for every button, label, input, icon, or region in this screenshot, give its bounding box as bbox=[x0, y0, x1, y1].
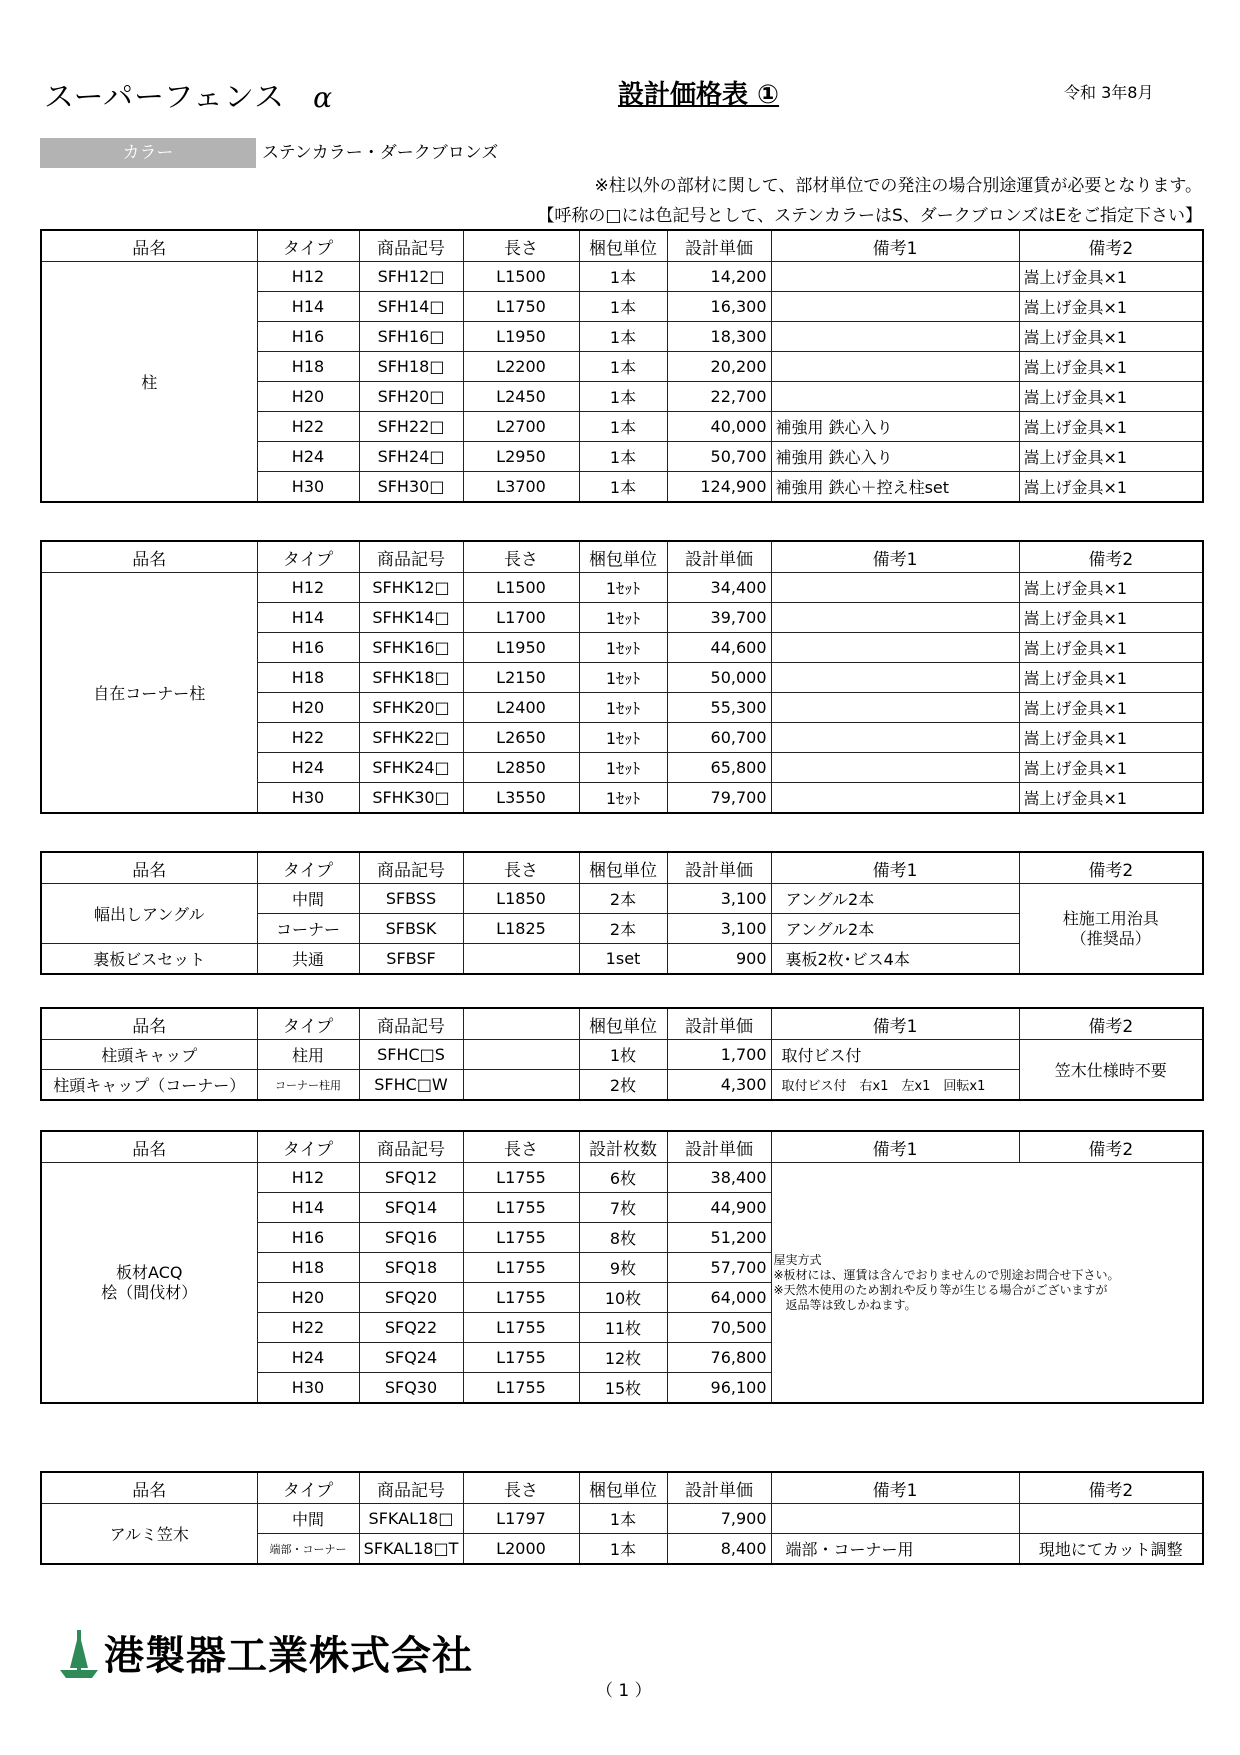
col-remark2: 備考2 bbox=[1019, 541, 1203, 573]
cell-code: SFHC□S bbox=[359, 1040, 463, 1070]
cell-price: 14,200 bbox=[667, 262, 771, 292]
col-price: 設計単価 bbox=[667, 852, 771, 884]
cell-remark1 bbox=[771, 352, 1019, 382]
col-price: 設計単価 bbox=[667, 230, 771, 262]
cell-remark1 bbox=[771, 723, 1019, 753]
col-remark2: 備考2 bbox=[1019, 1008, 1203, 1040]
cell-pack: 1枚 bbox=[579, 1040, 667, 1070]
coping-price-table bbox=[40, 1471, 1204, 1565]
cell-length: L1500 bbox=[463, 262, 579, 292]
cell-remark2 bbox=[1019, 1504, 1203, 1534]
cell-type: H14 bbox=[257, 292, 359, 322]
cell-pack: 1ｾｯﾄ bbox=[579, 663, 667, 693]
item-name: 柱 bbox=[41, 262, 257, 503]
cell-length: L1755 bbox=[463, 1313, 579, 1343]
cell-remark1: 補強用 鉄心＋控え柱set bbox=[771, 472, 1019, 503]
cell-price: 20,200 bbox=[667, 352, 771, 382]
cell-remark2: 嵩上げ金具×1 bbox=[1019, 262, 1203, 292]
cell-code: SFQ30 bbox=[359, 1373, 463, 1404]
col-pack: 梱包単位 bbox=[579, 1472, 667, 1504]
cell-remark1: アングル2本 bbox=[771, 884, 1019, 914]
cell-type: H16 bbox=[257, 633, 359, 663]
cell-pack: 1本 bbox=[579, 1504, 667, 1534]
cell-code: SFH18□ bbox=[359, 352, 463, 382]
item-name: 自在コーナー柱 bbox=[41, 573, 257, 814]
col-length: 長さ bbox=[463, 852, 579, 884]
cell-remark2: 嵩上げ金具×1 bbox=[1019, 292, 1203, 322]
cell-remark1 bbox=[771, 753, 1019, 783]
cell-price: 34,400 bbox=[667, 573, 771, 603]
cell-price: 57,700 bbox=[667, 1253, 771, 1283]
product-suffix: α bbox=[313, 81, 334, 114]
table-header-row bbox=[41, 1472, 1203, 1504]
document-date: 令和 3年8月 bbox=[1064, 83, 1154, 102]
cell-pack: 1ｾｯﾄ bbox=[579, 693, 667, 723]
remark-line4: 返品等は致しかねます。 bbox=[773, 1297, 917, 1312]
cell-remark2: 嵩上げ金具×1 bbox=[1019, 412, 1203, 442]
cell-code: SFH22□ bbox=[359, 412, 463, 442]
cell-length: L1500 bbox=[463, 573, 579, 603]
cell-type: H20 bbox=[257, 382, 359, 412]
company-logo-icon bbox=[58, 1630, 100, 1680]
cell-code: SFHK24□ bbox=[359, 753, 463, 783]
cell-type: H24 bbox=[257, 1343, 359, 1373]
cell-remark1 bbox=[771, 783, 1019, 814]
cell-code: SFQ24 bbox=[359, 1343, 463, 1373]
cell-price: 51,200 bbox=[667, 1223, 771, 1253]
col-remark1: 備考1 bbox=[771, 1472, 1019, 1504]
cell-type: 端部・コーナー bbox=[257, 1534, 359, 1565]
cell-price: 64,000 bbox=[667, 1283, 771, 1313]
table-row bbox=[41, 1504, 1203, 1534]
cell-price: 50,000 bbox=[667, 663, 771, 693]
cell-code: SFKAL18□ bbox=[359, 1504, 463, 1534]
cell-length: L1755 bbox=[463, 1373, 579, 1404]
cell-pack: 1ｾｯﾄ bbox=[579, 783, 667, 814]
cell-remark2: 現地にてカット調整 bbox=[1019, 1534, 1203, 1565]
cell-price: 39,700 bbox=[667, 603, 771, 633]
cell-pack: 1set bbox=[579, 944, 667, 975]
col-remark1: 備考1 bbox=[771, 1131, 1019, 1163]
shipping-note: ※柱以外の部材に関して、部材単位での発注の場合別途運賃が必要となります。 bbox=[594, 176, 1202, 196]
cell-code: SFQ14 bbox=[359, 1193, 463, 1223]
company-name: 港製器工業株式会社 bbox=[104, 1633, 473, 1679]
cell-code: SFQ20 bbox=[359, 1283, 463, 1313]
color-code-note: 【呼称の□には色記号として、ステンカラーはS、ダークブロンズはEをご指定下さい】 bbox=[537, 206, 1202, 226]
cell-remark1 bbox=[771, 633, 1019, 663]
cell-type: H22 bbox=[257, 1313, 359, 1343]
cell-type: H12 bbox=[257, 573, 359, 603]
cell-length: L1755 bbox=[463, 1223, 579, 1253]
cell-price: 96,100 bbox=[667, 1373, 771, 1404]
cell-length: L2950 bbox=[463, 442, 579, 472]
page-number: （ 1 ） bbox=[596, 1681, 652, 1701]
cell-pieces: 9枚 bbox=[579, 1253, 667, 1283]
item-name-line2: 桧（間伐材） bbox=[101, 1282, 198, 1302]
color-label: カラー bbox=[40, 138, 256, 168]
col-remark1: 備考1 bbox=[771, 541, 1019, 573]
cell-type: 中間 bbox=[257, 1504, 359, 1534]
cell-price: 50,700 bbox=[667, 442, 771, 472]
cell-price: 8,400 bbox=[667, 1534, 771, 1565]
col-remark2: 備考2 bbox=[1019, 230, 1203, 262]
col-code: 商品記号 bbox=[359, 1472, 463, 1504]
remark-line3: ※天然木使用のため割れや反り等が生じる場合がございますが bbox=[773, 1282, 1108, 1297]
cell-pieces: 11枚 bbox=[579, 1313, 667, 1343]
cell-remark1 bbox=[771, 603, 1019, 633]
cell-remark1 bbox=[771, 382, 1019, 412]
col-code: 商品記号 bbox=[359, 1008, 463, 1040]
cell-code: SFKAL18□T bbox=[359, 1534, 463, 1565]
cell-remark1 bbox=[771, 1504, 1019, 1534]
cell-length: L1850 bbox=[463, 884, 579, 914]
cell-code: SFBSF bbox=[359, 944, 463, 975]
col-type: タイプ bbox=[257, 1131, 359, 1163]
cell-pack: 2本 bbox=[579, 884, 667, 914]
cell-remark1 bbox=[771, 292, 1019, 322]
col-pack: 梱包単位 bbox=[579, 230, 667, 262]
col-code: 商品記号 bbox=[359, 541, 463, 573]
cell-pack: 1本 bbox=[579, 472, 667, 503]
cell-remark1: アングル2本 bbox=[771, 914, 1019, 944]
cell-pack: 1本 bbox=[579, 442, 667, 472]
cell-pack: 1本 bbox=[579, 352, 667, 382]
cell-pack: 1本 bbox=[579, 322, 667, 352]
cell-length: L2850 bbox=[463, 753, 579, 783]
col-pack: 梱包単位 bbox=[579, 541, 667, 573]
cell-type: 柱用 bbox=[257, 1040, 359, 1070]
cell-price: 3,100 bbox=[667, 884, 771, 914]
cell-remark2: 嵩上げ金具×1 bbox=[1019, 472, 1203, 503]
cell-code: SFQ18 bbox=[359, 1253, 463, 1283]
cell-type: H14 bbox=[257, 603, 359, 633]
cell-price: 22,700 bbox=[667, 382, 771, 412]
cell-remark1: 取付ビス付 右x1 左x1 回転x1 bbox=[771, 1070, 1019, 1101]
cell-length: L1700 bbox=[463, 603, 579, 633]
item-name: 幅出しアングル bbox=[41, 884, 257, 944]
cell-price: 7,900 bbox=[667, 1504, 771, 1534]
cell-code: SFH14□ bbox=[359, 292, 463, 322]
col-remark1: 備考1 bbox=[771, 230, 1019, 262]
cell-pack: 1本 bbox=[579, 382, 667, 412]
cell-remark2: 嵩上げ金具×1 bbox=[1019, 352, 1203, 382]
cell-remark1 bbox=[771, 262, 1019, 292]
cell-length: L2650 bbox=[463, 723, 579, 753]
cell-type: H12 bbox=[257, 1163, 359, 1193]
cell-remark2: 笠木仕様時不要 bbox=[1019, 1040, 1203, 1101]
col-remark2: 備考2 bbox=[1019, 1131, 1203, 1163]
cell-remark1: 取付ビス付 bbox=[771, 1040, 1019, 1070]
col-pieces: 設計枚数 bbox=[579, 1131, 667, 1163]
cell-remark2: 嵩上げ金具×1 bbox=[1019, 442, 1203, 472]
item-name: 柱頭キャップ bbox=[41, 1040, 257, 1070]
col-price: 設計単価 bbox=[667, 1131, 771, 1163]
cell-remark1: 補強用 鉄心入り bbox=[771, 442, 1019, 472]
cell-remark1: 裏板2枚･ビス4本 bbox=[771, 944, 1019, 975]
col-name: 品名 bbox=[41, 852, 257, 884]
corner-pillar-price-table bbox=[40, 540, 1204, 814]
item-name-line1: 板材ACQ bbox=[116, 1262, 183, 1282]
cell-type: H14 bbox=[257, 1193, 359, 1223]
col-length: 長さ bbox=[463, 230, 579, 262]
col-length: 長さ bbox=[463, 1472, 579, 1504]
cell-price: 79,700 bbox=[667, 783, 771, 814]
cell-type: H30 bbox=[257, 1373, 359, 1404]
cell-type: H22 bbox=[257, 723, 359, 753]
cell-price: 18,300 bbox=[667, 322, 771, 352]
col-price: 設計単価 bbox=[667, 541, 771, 573]
cell-length: L1755 bbox=[463, 1163, 579, 1193]
cell-code: SFH30□ bbox=[359, 472, 463, 503]
cell-remark1 bbox=[771, 573, 1019, 603]
col-type: タイプ bbox=[257, 852, 359, 884]
cell-type: コーナー柱用 bbox=[257, 1070, 359, 1101]
col-length-empty bbox=[463, 1008, 579, 1040]
cell-type: H12 bbox=[257, 262, 359, 292]
cell-length: L1950 bbox=[463, 633, 579, 663]
color-value: ステンカラー・ダークブロンズ bbox=[262, 143, 499, 163]
cell-code: SFBSS bbox=[359, 884, 463, 914]
table-row bbox=[41, 573, 1203, 603]
cell-length: L2400 bbox=[463, 693, 579, 723]
cell-price: 900 bbox=[667, 944, 771, 975]
col-remark1: 備考1 bbox=[771, 852, 1019, 884]
cell-remark2: 嵩上げ金具×1 bbox=[1019, 633, 1203, 663]
cell-length: L1755 bbox=[463, 1343, 579, 1373]
col-length: 長さ bbox=[463, 541, 579, 573]
cell-length: L3550 bbox=[463, 783, 579, 814]
cell-type: H18 bbox=[257, 663, 359, 693]
cell-remark2 bbox=[1019, 884, 1203, 975]
cell-length bbox=[463, 1040, 579, 1070]
cell-pack: 1ｾｯﾄ bbox=[579, 723, 667, 753]
cell-code: SFQ22 bbox=[359, 1313, 463, 1343]
cell-pieces: 15枚 bbox=[579, 1373, 667, 1404]
table-header-row bbox=[41, 541, 1203, 573]
cell-pack: 1本 bbox=[579, 262, 667, 292]
cell-length bbox=[463, 944, 579, 975]
cell-pack: 1ｾｯﾄ bbox=[579, 633, 667, 663]
col-remark2: 備考2 bbox=[1019, 852, 1203, 884]
cell-code: SFHK30□ bbox=[359, 783, 463, 814]
col-name: 品名 bbox=[41, 1008, 257, 1040]
cell-remark2: 嵩上げ金具×1 bbox=[1019, 753, 1203, 783]
cell-remark1: 補強用 鉄心入り bbox=[771, 412, 1019, 442]
cell-price: 3,100 bbox=[667, 914, 771, 944]
cell-length: L1797 bbox=[463, 1504, 579, 1534]
cell-price: 60,700 bbox=[667, 723, 771, 753]
cell-length: L2450 bbox=[463, 382, 579, 412]
cell-price: 44,600 bbox=[667, 633, 771, 663]
product-title bbox=[44, 72, 333, 116]
cell-price: 124,900 bbox=[667, 472, 771, 503]
cell-type: 共通 bbox=[257, 944, 359, 975]
cell-type: コーナー bbox=[257, 914, 359, 944]
cell-price: 40,000 bbox=[667, 412, 771, 442]
cell-remark2: 嵩上げ金具×1 bbox=[1019, 382, 1203, 412]
cell-pack: 2枚 bbox=[579, 1070, 667, 1101]
cell-type: H30 bbox=[257, 783, 359, 814]
cell-type: H20 bbox=[257, 693, 359, 723]
cell-length: L2200 bbox=[463, 352, 579, 382]
cell-pack: 1本 bbox=[579, 412, 667, 442]
col-pack: 梱包単位 bbox=[579, 852, 667, 884]
cell-length bbox=[463, 1070, 579, 1101]
table-row bbox=[41, 1163, 1203, 1193]
cell-remark1 bbox=[771, 663, 1019, 693]
cell-pack: 1ｾｯﾄ bbox=[579, 603, 667, 633]
cell-code: SFQ12 bbox=[359, 1163, 463, 1193]
cell-price: 38,400 bbox=[667, 1163, 771, 1193]
cell-type: H18 bbox=[257, 352, 359, 382]
cell-type: H20 bbox=[257, 1283, 359, 1313]
cell-remark2: 嵩上げ金具×1 bbox=[1019, 783, 1203, 814]
cell-remark2: 嵩上げ金具×1 bbox=[1019, 603, 1203, 633]
cell-length: L1755 bbox=[463, 1283, 579, 1313]
table-header-row bbox=[41, 1131, 1203, 1163]
table-header-row bbox=[41, 852, 1203, 884]
cell-code: SFH20□ bbox=[359, 382, 463, 412]
cell-length: L2700 bbox=[463, 412, 579, 442]
cell-price: 1,700 bbox=[667, 1040, 771, 1070]
col-name: 品名 bbox=[41, 541, 257, 573]
product-name: スーパーフェンス bbox=[44, 80, 286, 115]
cell-length: L1750 bbox=[463, 292, 579, 322]
cell-code: SFHK20□ bbox=[359, 693, 463, 723]
remark-line2: ※板材には、運賃は含んでおりませんので別途お問合せ下さい。 bbox=[773, 1267, 1120, 1282]
cell-length: L1825 bbox=[463, 914, 579, 944]
cell-code: SFH16□ bbox=[359, 322, 463, 352]
cell-price: 55,300 bbox=[667, 693, 771, 723]
col-pack: 梱包単位 bbox=[579, 1008, 667, 1040]
table-row bbox=[41, 262, 1203, 292]
cell-remark1 bbox=[771, 693, 1019, 723]
cell-code: SFHK18□ bbox=[359, 663, 463, 693]
cell-type: 中間 bbox=[257, 884, 359, 914]
cell-pieces: 12枚 bbox=[579, 1343, 667, 1373]
cell-type: H30 bbox=[257, 472, 359, 503]
col-code: 商品記号 bbox=[359, 1131, 463, 1163]
col-name: 品名 bbox=[41, 1131, 257, 1163]
cell-code: SFHK12□ bbox=[359, 573, 463, 603]
table-row bbox=[41, 1040, 1203, 1070]
pillar-price-table bbox=[40, 229, 1204, 503]
cell-code: SFH24□ bbox=[359, 442, 463, 472]
col-type: タイプ bbox=[257, 230, 359, 262]
item-name: 裏板ビスセット bbox=[41, 944, 257, 975]
col-price: 設計単価 bbox=[667, 1472, 771, 1504]
table-header-row bbox=[41, 1008, 1203, 1040]
cell-remark1 bbox=[771, 322, 1019, 352]
col-name: 品名 bbox=[41, 1472, 257, 1504]
remark2-line2: （推奨品） bbox=[1070, 928, 1151, 948]
cell-code: SFHK16□ bbox=[359, 633, 463, 663]
cell-type: H24 bbox=[257, 753, 359, 783]
cell-code: SFQ16 bbox=[359, 1223, 463, 1253]
col-code: 商品記号 bbox=[359, 852, 463, 884]
cell-price: 4,300 bbox=[667, 1070, 771, 1101]
cell-price: 65,800 bbox=[667, 753, 771, 783]
col-type: タイプ bbox=[257, 1008, 359, 1040]
cell-remark2: 嵩上げ金具×1 bbox=[1019, 663, 1203, 693]
cell-code: SFH12□ bbox=[359, 262, 463, 292]
cell-code: SFBSK bbox=[359, 914, 463, 944]
cell-price: 70,500 bbox=[667, 1313, 771, 1343]
remark-line1: 屋実方式 bbox=[773, 1252, 822, 1267]
cell-type: H18 bbox=[257, 1253, 359, 1283]
cell-pieces: 8枚 bbox=[579, 1223, 667, 1253]
cell-pack: 2本 bbox=[579, 914, 667, 944]
item-name: 柱頭キャップ（コーナー） bbox=[41, 1070, 257, 1101]
cell-pieces: 10枚 bbox=[579, 1283, 667, 1313]
col-price: 設計単価 bbox=[667, 1008, 771, 1040]
cell-type: H24 bbox=[257, 442, 359, 472]
cell-pack: 1本 bbox=[579, 292, 667, 322]
cell-type: H22 bbox=[257, 412, 359, 442]
item-name: アルミ笠木 bbox=[41, 1504, 257, 1565]
table-row bbox=[41, 884, 1203, 914]
cell-pieces: 7枚 bbox=[579, 1193, 667, 1223]
board-price-table bbox=[40, 1130, 1204, 1404]
cell-length: L3700 bbox=[463, 472, 579, 503]
cell-length: L1950 bbox=[463, 322, 579, 352]
col-type: タイプ bbox=[257, 541, 359, 573]
board-remarks bbox=[771, 1163, 1203, 1404]
col-length: 長さ bbox=[463, 1131, 579, 1163]
col-type: タイプ bbox=[257, 1472, 359, 1504]
remark2-line1: 柱施工用治具 bbox=[1062, 908, 1159, 928]
cell-type: H16 bbox=[257, 322, 359, 352]
item-name bbox=[41, 1163, 257, 1404]
document-title: 設計価格表 ① bbox=[618, 80, 780, 110]
cell-code: SFHK14□ bbox=[359, 603, 463, 633]
cell-type: H16 bbox=[257, 1223, 359, 1253]
cell-length: L1755 bbox=[463, 1193, 579, 1223]
col-remark1: 備考1 bbox=[771, 1008, 1019, 1040]
col-code: 商品記号 bbox=[359, 230, 463, 262]
cell-pieces: 6枚 bbox=[579, 1163, 667, 1193]
cell-pack: 1本 bbox=[579, 1534, 667, 1565]
table-header-row bbox=[41, 230, 1203, 262]
cell-pack: 1ｾｯﾄ bbox=[579, 753, 667, 783]
cell-price: 16,300 bbox=[667, 292, 771, 322]
cell-price: 76,800 bbox=[667, 1343, 771, 1373]
cell-remark2: 嵩上げ金具×1 bbox=[1019, 322, 1203, 352]
cap-price-table bbox=[40, 1007, 1204, 1101]
cell-length: L2150 bbox=[463, 663, 579, 693]
cell-length: L2000 bbox=[463, 1534, 579, 1565]
cell-remark1: 端部・コーナー用 bbox=[771, 1534, 1019, 1565]
cell-remark2: 嵩上げ金具×1 bbox=[1019, 693, 1203, 723]
cell-remark2: 嵩上げ金具×1 bbox=[1019, 573, 1203, 603]
cell-code: SFHC□W bbox=[359, 1070, 463, 1101]
cell-remark2: 嵩上げ金具×1 bbox=[1019, 723, 1203, 753]
cell-price: 44,900 bbox=[667, 1193, 771, 1223]
cell-pack: 1ｾｯﾄ bbox=[579, 573, 667, 603]
cell-length: L1755 bbox=[463, 1253, 579, 1283]
angle-price-table bbox=[40, 851, 1204, 975]
col-remark2: 備考2 bbox=[1019, 1472, 1203, 1504]
col-name: 品名 bbox=[41, 230, 257, 262]
cell-code: SFHK22□ bbox=[359, 723, 463, 753]
